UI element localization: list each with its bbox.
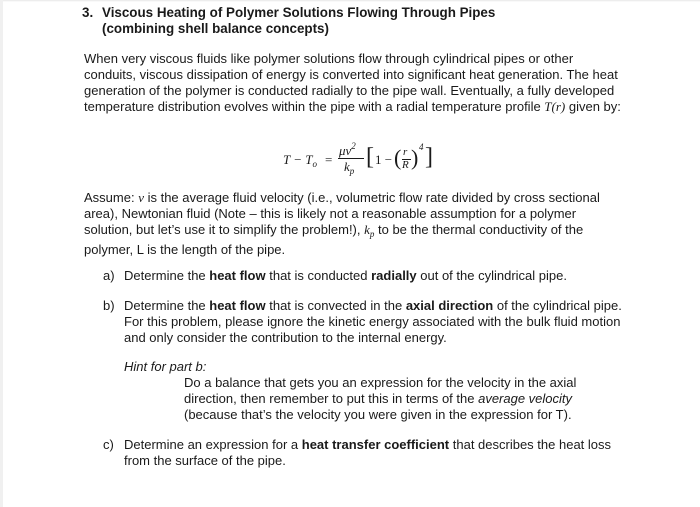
conductivity-symbol: k	[364, 222, 370, 237]
assume-text-c: to be the thermal conductivity of the polymer, L is the length of the pipe.	[84, 222, 584, 257]
intro-text-a: When very viscous fluids like polymer solutions flow through cylindrical pipes or other conduits, viscous dissipation of energy is converted into significant heat generation. The heat generation of the polymer is conducted radially to the pipe wall. Eventually, a fully developed temperature distribution evolves within the pipe with a radial temperature profile	[84, 51, 618, 114]
assumptions-paragraph	[84, 190, 624, 258]
part-b-label: b)	[103, 298, 115, 313]
intro-paragraph	[84, 51, 624, 115]
part-b-text: Determine the heat flow that is convected in the axial direction of the cylindrical pipe. For this problem, please ignore the kinetic energy associated with the bulk fluid motion and only consider the contribution to the internal energy.	[124, 298, 622, 345]
part-c	[103, 437, 628, 469]
eq-paren-open: (	[394, 145, 402, 170]
part-a-label: a)	[103, 268, 115, 283]
temperature-equation	[283, 143, 463, 177]
eq-one-minus: 1 −	[375, 152, 393, 167]
eq-bracket-close: ]	[425, 144, 433, 170]
eq-power: 4	[419, 142, 424, 152]
velocity-symbol: v	[138, 190, 144, 205]
problem-title: Viscous Heating of Polymer Solutions Flowing Through Pipes	[102, 5, 496, 20]
top-shadow	[0, 0, 700, 2]
eq-r: r	[403, 146, 408, 158]
conductivity-subscript: p	[369, 229, 375, 239]
part-c-label: c)	[103, 437, 114, 452]
hint-body: Do a balance that gets you an expression for the velocity in the axial direction, then remember to put this in terms of the average velocity (because that’s the velocity you were given in the expression for T).	[184, 375, 577, 422]
assume-text-b: is the average fluid velocity (i.e., volumetric flow rate divided by cross sectional area), Newtonian fluid (Note – this is likely not a reasonable assumption for a polymer solution, but let’s use it to simplify the problem!),	[84, 190, 600, 237]
eq-numerator: $\mu v^2$	[339, 141, 356, 158]
part-a	[103, 268, 628, 284]
problem-subtitle: (combining shell balance concepts)	[102, 21, 329, 36]
temperature-profile-symbol: T(r)	[544, 99, 566, 114]
assume-text-a: Assume:	[84, 190, 139, 205]
eq-R: R	[402, 159, 409, 171]
part-c-text: Determine an expression for a heat transfer coefficient that describes the heat loss from the surface of the pipe.	[124, 437, 612, 468]
eq-equals: =	[325, 152, 333, 167]
eq-paren-close: )	[411, 145, 419, 170]
left-page-edge	[0, 0, 3, 507]
hint-block	[124, 359, 624, 423]
problem-heading	[82, 5, 642, 37]
problem-number: 3.	[82, 5, 94, 20]
hint-title: Hint for part b:	[124, 359, 207, 374]
eq-denominator: $k_p$	[344, 159, 355, 176]
intro-text-b: given by:	[565, 99, 621, 114]
part-b	[103, 298, 628, 346]
part-a-text: Determine the heat flow that is conducted radially out of the cylindrical pipe.	[124, 268, 567, 283]
eq-lhs: $T - T_o$	[283, 152, 317, 169]
eq-bracket-open: [	[366, 144, 374, 170]
